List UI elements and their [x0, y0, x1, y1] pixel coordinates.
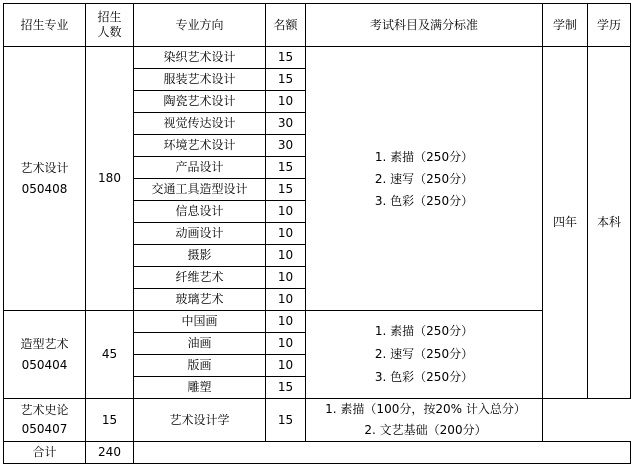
exam-subject-list	[306, 399, 542, 441]
total-row	[4, 442, 631, 464]
table-row	[4, 47, 631, 69]
exam-subject: 2. 速写（250分）	[374, 171, 474, 186]
exam-subject: 1. 素描（250分）	[374, 149, 474, 164]
direction-cell: 油画	[134, 333, 266, 355]
direction-cell: 中国画	[134, 311, 266, 333]
exam-subject: 3. 色彩（250分）	[374, 370, 474, 384]
exam-cell	[306, 311, 543, 399]
major-code: 050407	[21, 422, 68, 436]
quota-cell: 180	[86, 47, 134, 311]
direction-cell: 艺术设计学	[134, 399, 266, 442]
quota-cell: 15	[86, 399, 134, 442]
count-cell: 10	[266, 355, 306, 377]
major-cell-art-history	[4, 399, 86, 442]
header-exam: 考试科目及满分标准	[306, 4, 543, 47]
total-value: 240	[86, 442, 134, 464]
count-cell: 15	[266, 157, 306, 179]
exam-subject-list	[375, 146, 473, 212]
header-major: 招生专业	[4, 4, 86, 47]
total-empty	[134, 442, 631, 464]
major-name: 艺术设计	[20, 160, 69, 175]
exam-cell	[306, 47, 543, 311]
count-cell: 10	[266, 267, 306, 289]
header-degree: 学历	[588, 4, 631, 47]
exam-subject: 2. 文艺基础（200分）	[364, 423, 487, 437]
major-name: 艺术史论	[20, 403, 69, 417]
exam-cell	[306, 399, 543, 442]
admissions-table	[3, 3, 631, 464]
table-row	[4, 399, 631, 442]
count-cell: 15	[266, 179, 306, 201]
exam-subject: 3. 色彩（250分）	[374, 193, 474, 208]
duration-cell: 四年	[543, 47, 588, 399]
count-cell: 30	[266, 135, 306, 157]
header-duration: 学制	[543, 4, 588, 47]
count-cell: 15	[266, 47, 306, 69]
direction-cell: 视觉传达设计	[134, 113, 266, 135]
direction-cell: 服装艺术设计	[134, 69, 266, 91]
count-cell: 10	[266, 245, 306, 267]
major-cell-art-design	[4, 47, 86, 311]
count-cell: 15	[266, 69, 306, 91]
count-cell: 10	[266, 223, 306, 245]
count-cell: 30	[266, 113, 306, 135]
major-name: 造型艺术	[20, 336, 69, 351]
count-cell: 10	[266, 201, 306, 223]
count-cell: 10	[266, 91, 306, 113]
direction-cell: 环境艺术设计	[134, 135, 266, 157]
count-cell: 10	[266, 333, 306, 355]
header-count: 名额	[266, 4, 306, 47]
direction-cell: 交通工具造型设计	[134, 179, 266, 201]
major-cell-fine-arts	[4, 311, 86, 399]
major-code: 050404	[21, 357, 68, 372]
degree-cell: 本科	[588, 47, 631, 399]
count-cell: 15	[266, 399, 306, 442]
quota-cell: 45	[86, 311, 134, 399]
exam-subject: 1. 素描（100分，按20% 计入总分）	[325, 402, 526, 416]
table-row	[4, 311, 631, 333]
direction-cell: 陶瓷艺术设计	[134, 91, 266, 113]
major-code: 050408	[21, 181, 68, 196]
header-row	[4, 4, 631, 47]
header-quota: 招生 人数	[86, 4, 134, 47]
header-direction: 专业方向	[134, 4, 266, 47]
total-label: 合计	[4, 442, 86, 464]
direction-cell: 玻璃艺术	[134, 289, 266, 311]
direction-cell: 动画设计	[134, 223, 266, 245]
count-cell: 10	[266, 289, 306, 311]
direction-cell: 染织艺术设计	[134, 47, 266, 69]
direction-cell: 纤维艺术	[134, 267, 266, 289]
direction-cell: 信息设计	[134, 201, 266, 223]
count-cell: 15	[266, 377, 306, 399]
direction-cell: 版画	[134, 355, 266, 377]
count-cell: 10	[266, 311, 306, 333]
direction-cell: 产品设计	[134, 157, 266, 179]
exam-subject: 2. 速写（250分）	[374, 347, 474, 361]
direction-cell: 摄影	[134, 245, 266, 267]
exam-subject-list	[375, 320, 473, 389]
direction-cell: 雕塑	[134, 377, 266, 399]
exam-subject: 1. 素描（250分）	[374, 324, 474, 338]
